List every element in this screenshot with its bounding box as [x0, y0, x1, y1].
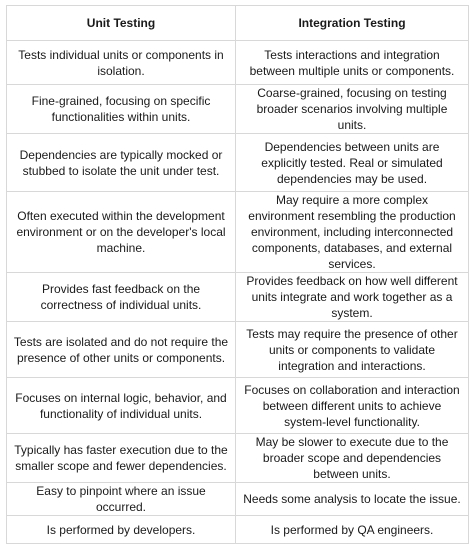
table-row [7, 134, 469, 192]
cell-integration: Needs some analysis to locate the issue. [236, 483, 469, 516]
table-header [7, 6, 469, 41]
cell-unit: Tests are isolated and do not require the presence of other units or components. [7, 322, 236, 378]
table-row [7, 85, 469, 134]
cell-integration: May require a more complex environment resembling the production environment, including interconnected components, databases, and external services. [236, 192, 469, 273]
table-row [7, 378, 469, 434]
header-row [7, 6, 469, 41]
cell-integration: Is performed by QA engineers. [236, 516, 469, 544]
cell-unit: Tests individual units or components in isolation. [7, 41, 236, 85]
cell-integration: May be slower to execute due to the broader scope and dependencies between units. [236, 434, 469, 483]
cell-integration: Tests may require the presence of other units or components to validate integration and interactions. [236, 322, 469, 378]
header-unit-testing: Unit Testing [7, 6, 236, 41]
cell-unit: Dependencies are typically mocked or stubbed to isolate the unit under test. [7, 134, 236, 192]
comparison-table [6, 5, 469, 544]
header-integration-testing: Integration Testing [236, 6, 469, 41]
cell-integration: Provides feedback on how well different units integrate and work together as a system. [236, 273, 469, 322]
table-row [7, 192, 469, 273]
table-row [7, 516, 469, 544]
cell-unit: Provides fast feedback on the correctness of individual units. [7, 273, 236, 322]
cell-unit: Often executed within the development environment or on the developer's local machine. [7, 192, 236, 273]
cell-unit: Fine-grained, focusing on specific functionalities within units. [7, 85, 236, 134]
cell-integration: Coarse-grained, focusing on testing broader scenarios involving multiple units. [236, 85, 469, 134]
table-row [7, 483, 469, 516]
cell-unit: Easy to pinpoint where an issue occurred. [7, 483, 236, 516]
cell-integration: Tests interactions and integration between multiple units or components. [236, 41, 469, 85]
cell-integration: Dependencies between units are explicitly tested. Real or simulated dependencies may be used. [236, 134, 469, 192]
comparison-table-container [6, 5, 468, 544]
table-row [7, 434, 469, 483]
cell-unit: Typically has faster execution due to the smaller scope and fewer dependencies. [7, 434, 236, 483]
table-row [7, 322, 469, 378]
cell-unit: Focuses on internal logic, behavior, and functionality of individual units. [7, 378, 236, 434]
table-row [7, 41, 469, 85]
table-row [7, 273, 469, 322]
cell-unit: Is performed by developers. [7, 516, 236, 544]
cell-integration: Focuses on collaboration and interaction between different units to achieve system-level functionality. [236, 378, 469, 434]
table-body [7, 41, 469, 544]
